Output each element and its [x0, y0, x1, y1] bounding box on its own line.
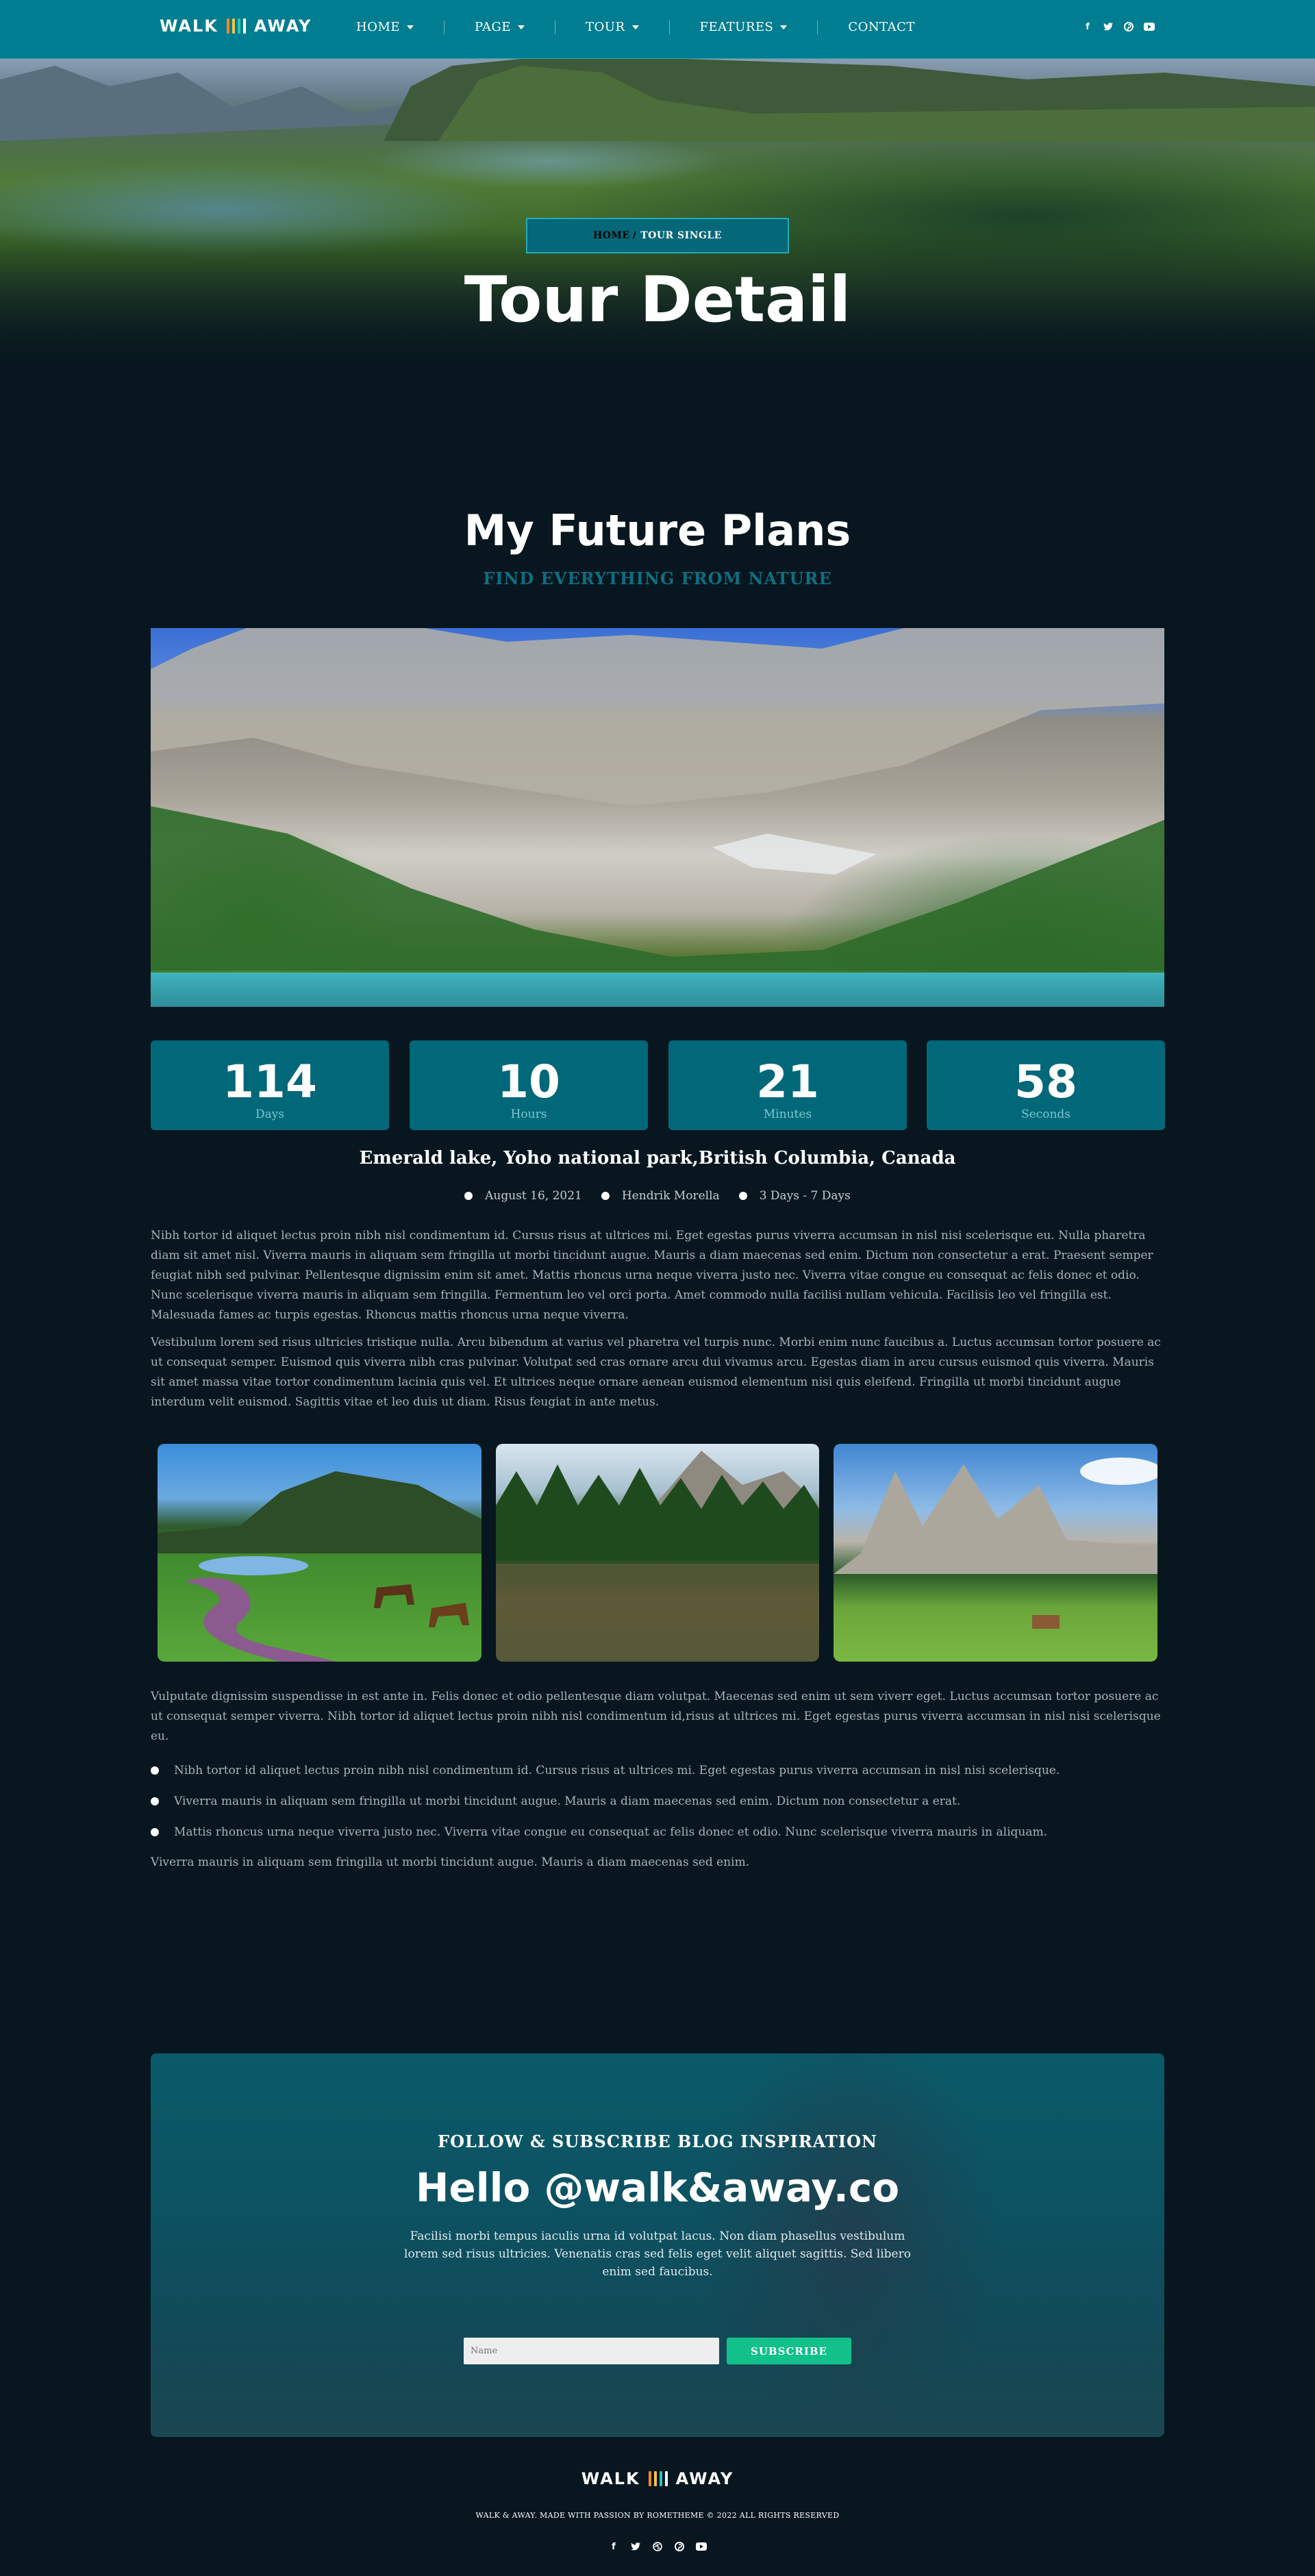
twitter-icon[interactable] — [630, 2541, 641, 2552]
twitter-icon[interactable] — [1103, 21, 1114, 32]
countdown-days — [151, 1040, 389, 1130]
subscribe-panel — [151, 2053, 1164, 2437]
subscribe-button[interactable]: SUBSCRIBE — [727, 2338, 851, 2364]
breadcrumb-current: TOUR SINGLE — [640, 230, 722, 241]
tour-date: August 16, 2021 — [485, 1189, 582, 1203]
top-navbar — [0, 0, 1315, 59]
hero-mountains-image — [0, 59, 1315, 141]
mountain-illustration — [151, 628, 1164, 1007]
tour-main-image — [151, 628, 1164, 1007]
brand-right: AWAY — [253, 16, 312, 36]
tour-duration: 3 Days - 7 Days — [759, 1189, 851, 1203]
countdown-hours — [410, 1040, 648, 1130]
brand-bars-icon — [649, 2471, 668, 2486]
body-paragraph: Nibh tortor id aliquet lectus proin nibh nisl condimentum id. Cursus risus at ultrices mi. Eget egestas purus viverra accumsan in nisl nisi scelerisque eu. Nulla pharetra diam sit amet nisl. Viverra mauris in aliquam sem fringilla ut morbi tincidunt augue. Mauris a diam maecenas sed enim. Dictum non consectetur a erat. Praesent semper feugiat nibh sed pulvinar. Pellentesque dignissim enim sit amet. Mattis rhoncus urna neque viverra justo nec. Viverra vitae congue eu consequat ac felis donec et odio. Nunc scelerisque viverra mauris in aliquam sem fringilla. Fermentum leo vel orci porta. Amet commodo nulla facilisi nullam vehicula. Facilisis leo vel fringilla est. Malesuada fames ac turpis egestas. Rhoncus mattis rhoncus urna neque viverra. — [151, 1229, 1153, 1322]
bullet-icon — [464, 1192, 473, 1200]
nav-item-home[interactable] — [356, 20, 414, 34]
tour-author[interactable]: Hendrik Morella — [621, 1189, 720, 1203]
subscribe-text: Facilisi morbi tempus iaculis urna id volutpat lacus. Non diam phasellus vestibulum lorem sed risus ultricies. Venenatis cras sed felis eget velit aliquet sagittis. Sed libero enim sed faucibus. — [404, 2229, 911, 2279]
bullet-icon — [151, 1766, 159, 1775]
youtube-icon[interactable] — [1144, 21, 1155, 32]
brand-right: AWAY — [675, 2469, 734, 2488]
social-links — [1082, 21, 1155, 32]
countdown-value: 114 — [223, 1055, 317, 1108]
subscribe-title: Hello @walk&away.co — [415, 2164, 900, 2211]
bullet-icon — [601, 1192, 610, 1200]
countdown-label: Hours — [510, 1108, 547, 1121]
breadcrumb-home[interactable]: HOME — [593, 230, 630, 241]
footer-brand — [581, 2469, 734, 2488]
forest-lake-image — [496, 1444, 819, 1662]
copyright-text: WALK & AWAY. MADE WITH PASSION BY ROMETHEME © 2022 ALL RIGHTS RESERVED — [475, 2511, 840, 2520]
pinterest-icon[interactable] — [1123, 21, 1134, 32]
page-title: Tour Detail — [464, 263, 851, 336]
chevron-down-icon — [780, 25, 787, 29]
horses-meadow-image — [158, 1444, 481, 1662]
section-title: My Future Plans — [464, 505, 851, 555]
gallery-image[interactable] — [496, 1444, 819, 1662]
alpine-valley-image — [834, 1444, 1157, 1662]
brand-logo[interactable] — [160, 16, 312, 36]
breadcrumb — [526, 218, 789, 253]
countdown-label: Days — [255, 1108, 285, 1121]
youtube-icon[interactable] — [696, 2541, 707, 2552]
nav-item-tour[interactable] — [586, 20, 639, 34]
nav-label: PAGE — [475, 20, 512, 34]
pinterest-icon[interactable] — [674, 2541, 685, 2552]
countdown-label: Seconds — [1020, 1108, 1071, 1121]
brand-bars-icon — [227, 18, 246, 34]
nav-item-page[interactable] — [475, 20, 525, 34]
list-item — [151, 1755, 1164, 1786]
brand-left: WALK — [581, 2469, 640, 2488]
nav-item-features[interactable] — [700, 20, 788, 34]
nav-label: CONTACT — [848, 20, 915, 34]
countdown-value: 10 — [497, 1055, 560, 1108]
bullet-icon — [151, 1828, 159, 1836]
subscribe-heading: FOLLOW & SUBSCRIBE BLOG INSPIRATION — [438, 2131, 877, 2151]
name-input[interactable] — [464, 2338, 719, 2364]
list-item-text: Mattis rhoncus urna neque viverra justo nec. Viverra vitae congue eu consequat ac felis donec et odio. Nunc scelerisque viverra mauris in aliquam. — [174, 1825, 1048, 1839]
section-subtitle: FIND EVERYTHING FROM NATURE — [483, 568, 832, 588]
nav-divider — [669, 21, 670, 34]
facebook-icon[interactable]: f — [612, 2541, 616, 2552]
countdown-value: 21 — [756, 1055, 819, 1108]
breadcrumb-separator: / — [632, 230, 637, 241]
bullet-icon — [739, 1192, 747, 1200]
countdown-label: Minutes — [763, 1108, 812, 1121]
footer-logo[interactable] — [0, 2469, 1315, 2488]
list-item — [151, 1786, 1164, 1816]
nav-label: TOUR — [586, 20, 625, 34]
chevron-down-icon — [518, 25, 525, 29]
chevron-down-icon — [632, 25, 639, 29]
gallery-image[interactable] — [158, 1444, 481, 1662]
list-item-text: Nibh tortor id aliquet lectus proin nibh nisl condimentum id. Cursus risus at ultrices mi. Eget egestas purus viverra accumsan in nisl nisi scelerisque. — [174, 1763, 1060, 1777]
tour-meta — [0, 1189, 1315, 1203]
nav-item-contact[interactable] — [848, 20, 915, 34]
body-paragraph: Viverra mauris in aliquam sem fringilla ut morbi tincidunt augue. Mauris a diam maecenas sed enim. — [151, 1855, 750, 1869]
gallery-image[interactable] — [834, 1444, 1157, 1662]
list-item-text: Viverra mauris in aliquam sem fringilla ut morbi tincidunt augue. Mauris a diam maecenas sed enim. Dictum non consectetur a erat. — [174, 1794, 961, 1808]
tour-location: Emerald lake, Yoho national park,British Columbia, Canada — [359, 1148, 956, 1168]
main-menu — [356, 20, 915, 34]
list-item — [151, 1816, 1164, 1847]
countdown-minutes — [668, 1040, 907, 1130]
hero-banner — [0, 59, 1315, 367]
brand-left: WALK — [160, 16, 218, 36]
nav-label: HOME — [356, 20, 401, 34]
countdown-value: 58 — [1014, 1055, 1077, 1108]
feature-list — [151, 1755, 1164, 1847]
dribbble-icon[interactable] — [652, 2541, 663, 2552]
facebook-icon[interactable]: f — [1086, 21, 1090, 32]
nav-label: FEATURES — [699, 20, 774, 34]
nav-divider — [817, 21, 818, 34]
body-paragraph: Vulputate dignissim suspendisse in est ante in. Felis donec et odio pellentesque diam volutpat. Maecenas sed enim ut sem viverr eget. Luctus accumsan tortor posuere ac ut consequat semper viverra. Nibh tortor id aliquet lectus proin nibh nisl condimentum id,risus at ultrices mi. Eget egestas purus viverra accumsan in nisl nisi scelerisque eu. — [151, 1690, 1161, 1743]
body-paragraph: Vestibulum lorem sed risus ultricies tristique nulla. Arcu bibendum at varius vel pharetra vel turpis nunc. Morbi enim nunc faucibus a. Luctus accumsan tortor posuere ac ut consequat semper. Euismod quis viverra nibh cras pulvinar. Volutpat sed cras ornare arcu dui vivamus arcu. Egestas diam in arcu cursus euismod quis viverra. Mauris sit amet massa vitae tortor condimentum lacinia quis vel. Et ultrices neque ornare aenean euismod elementum nisi quis eleifend. Fringilla ut morbi tincidunt augue interdum velit euismod. Sagittis vitae et leo duis ut diam. Risus feugiat in ante metus. — [151, 1336, 1161, 1409]
bullet-icon — [151, 1797, 159, 1805]
footer-social-links — [0, 2541, 1315, 2552]
countdown-seconds — [927, 1040, 1165, 1130]
chevron-down-icon — [407, 25, 414, 29]
